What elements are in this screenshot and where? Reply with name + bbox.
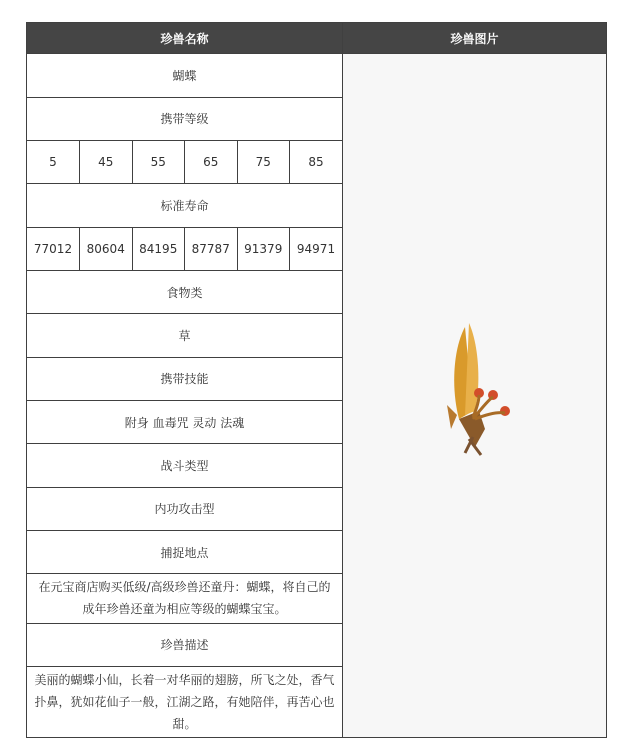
lifespan-cell: 87787: [185, 228, 238, 270]
lifespan-cell: 94971: [296, 241, 336, 256]
lifespan-cell: 77012: [27, 228, 80, 270]
carry-level-row: [27, 141, 342, 183]
carry-level-cell: 75: [237, 141, 290, 183]
skills-value: 附身 血毒咒 灵动 法魂: [27, 401, 342, 444]
description-label: 珍兽描述: [27, 623, 342, 666]
combat-type-value: 内功攻击型: [27, 487, 342, 530]
food-label: 食物类: [27, 271, 342, 314]
carry-level-label: 携带等级: [27, 97, 342, 140]
pet-image-cell: [343, 54, 607, 738]
carry-level-cell: 45: [80, 141, 133, 183]
pet-attributes: [27, 54, 342, 737]
pet-name: 蝴蝶: [27, 54, 342, 97]
header-pet-image: 珍兽图片: [343, 23, 607, 54]
description-value: 美丽的蝴蝶小仙，长着一对华丽的翅膀，所飞之处，香气扑鼻，犹如花仙子一般，江湖之路，有她陪伴，再苦心也甜。: [27, 666, 342, 737]
lifespan-label: 标准寿命: [27, 184, 342, 227]
carry-level-cell: 5: [27, 141, 80, 183]
lifespan-cell: 91379: [237, 228, 290, 270]
combat-type-label: 战斗类型: [27, 444, 342, 487]
butterfly-pet-image: [435, 319, 515, 469]
pet-info-table-wrap: [26, 22, 606, 736]
food-value: 草: [27, 314, 342, 357]
lifespan-cell: 80604: [80, 228, 133, 270]
carry-level-cell: 85: [308, 155, 324, 170]
lifespan-row: [27, 228, 342, 270]
pet-info-table: [26, 22, 607, 738]
skills-label: 携带技能: [27, 357, 342, 400]
carry-level-cell: 55: [132, 141, 185, 183]
header-pet-name: 珍兽名称: [27, 23, 343, 54]
capture-value: 在元宝商店购买低级/高级珍兽还童丹：蝴蝶，将自己的成年珍兽还童为相应等级的蝴蝶宝宝。: [27, 574, 342, 623]
lifespan-cell: 84195: [132, 228, 185, 270]
carry-level-cell: 65: [185, 141, 238, 183]
capture-label: 捕捉地点: [27, 530, 342, 573]
